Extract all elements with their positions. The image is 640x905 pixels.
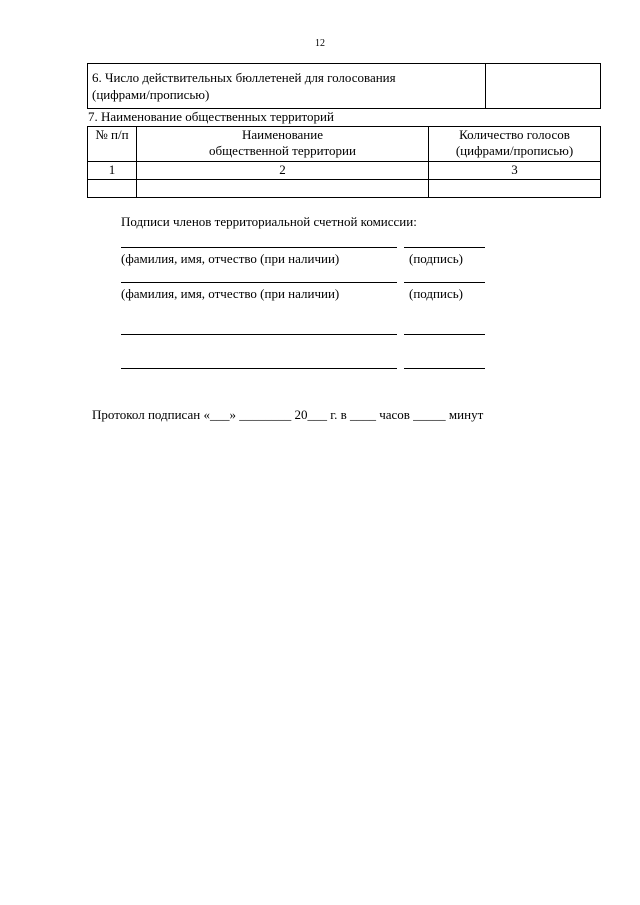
- signature-line-2[interactable]: [404, 282, 485, 283]
- column-number-2: 2: [137, 162, 429, 180]
- header-votes-line1: Количество голосов: [459, 127, 570, 142]
- valid-ballots-label-line2: (цифрами/прописью): [92, 87, 210, 102]
- name-caption-1: (фамилия, имя, отчество (при наличии): [121, 251, 340, 266]
- sign-caption-1: (подпись): [409, 251, 463, 266]
- page-number: 12: [315, 38, 325, 49]
- table-row: [88, 180, 601, 198]
- name-line-4[interactable]: [121, 368, 397, 369]
- name-caption-2: (фамилия, имя, отчество (при наличии): [121, 286, 340, 301]
- header-name-line1: Наименование: [242, 127, 323, 142]
- name-line-2[interactable]: [121, 282, 397, 283]
- row-num-cell[interactable]: [88, 180, 137, 198]
- header-votes-line2: (цифрами/прописью): [455, 143, 574, 158]
- column-number-3: 3: [429, 162, 601, 180]
- header-num: № п/п: [88, 127, 137, 162]
- signature-line-1[interactable]: [404, 247, 485, 248]
- table-header-row: [88, 127, 601, 162]
- column-number-1: 1: [88, 162, 137, 180]
- header-votes: [429, 127, 601, 162]
- valid-ballots-value-cell[interactable]: [486, 64, 601, 109]
- row-votes-cell[interactable]: [429, 180, 601, 198]
- valid-ballots-label-line1: 6. Число действительных бюллетеней для голосования: [92, 70, 396, 85]
- territories-section-title: 7. Наименование общественных территорий: [88, 109, 334, 124]
- header-name: [137, 127, 429, 162]
- signature-line-3[interactable]: [404, 334, 485, 335]
- valid-ballots-table: [87, 63, 601, 109]
- column-number-row: [88, 162, 601, 180]
- protocol-signed-line: Протокол подписан «___» ________ 20___ г. в ____ часов _____ минут: [92, 407, 484, 422]
- header-name-line2: общественной территории: [209, 143, 356, 158]
- signatures-title: Подписи членов территориальной счетной комиссии:: [121, 214, 417, 229]
- valid-ballots-label: [88, 64, 486, 109]
- territories-table: [87, 126, 601, 198]
- name-line-1[interactable]: [121, 247, 397, 248]
- row-name-cell[interactable]: [137, 180, 429, 198]
- sign-caption-2: (подпись): [409, 286, 463, 301]
- name-line-3[interactable]: [121, 334, 397, 335]
- signature-line-4[interactable]: [404, 368, 485, 369]
